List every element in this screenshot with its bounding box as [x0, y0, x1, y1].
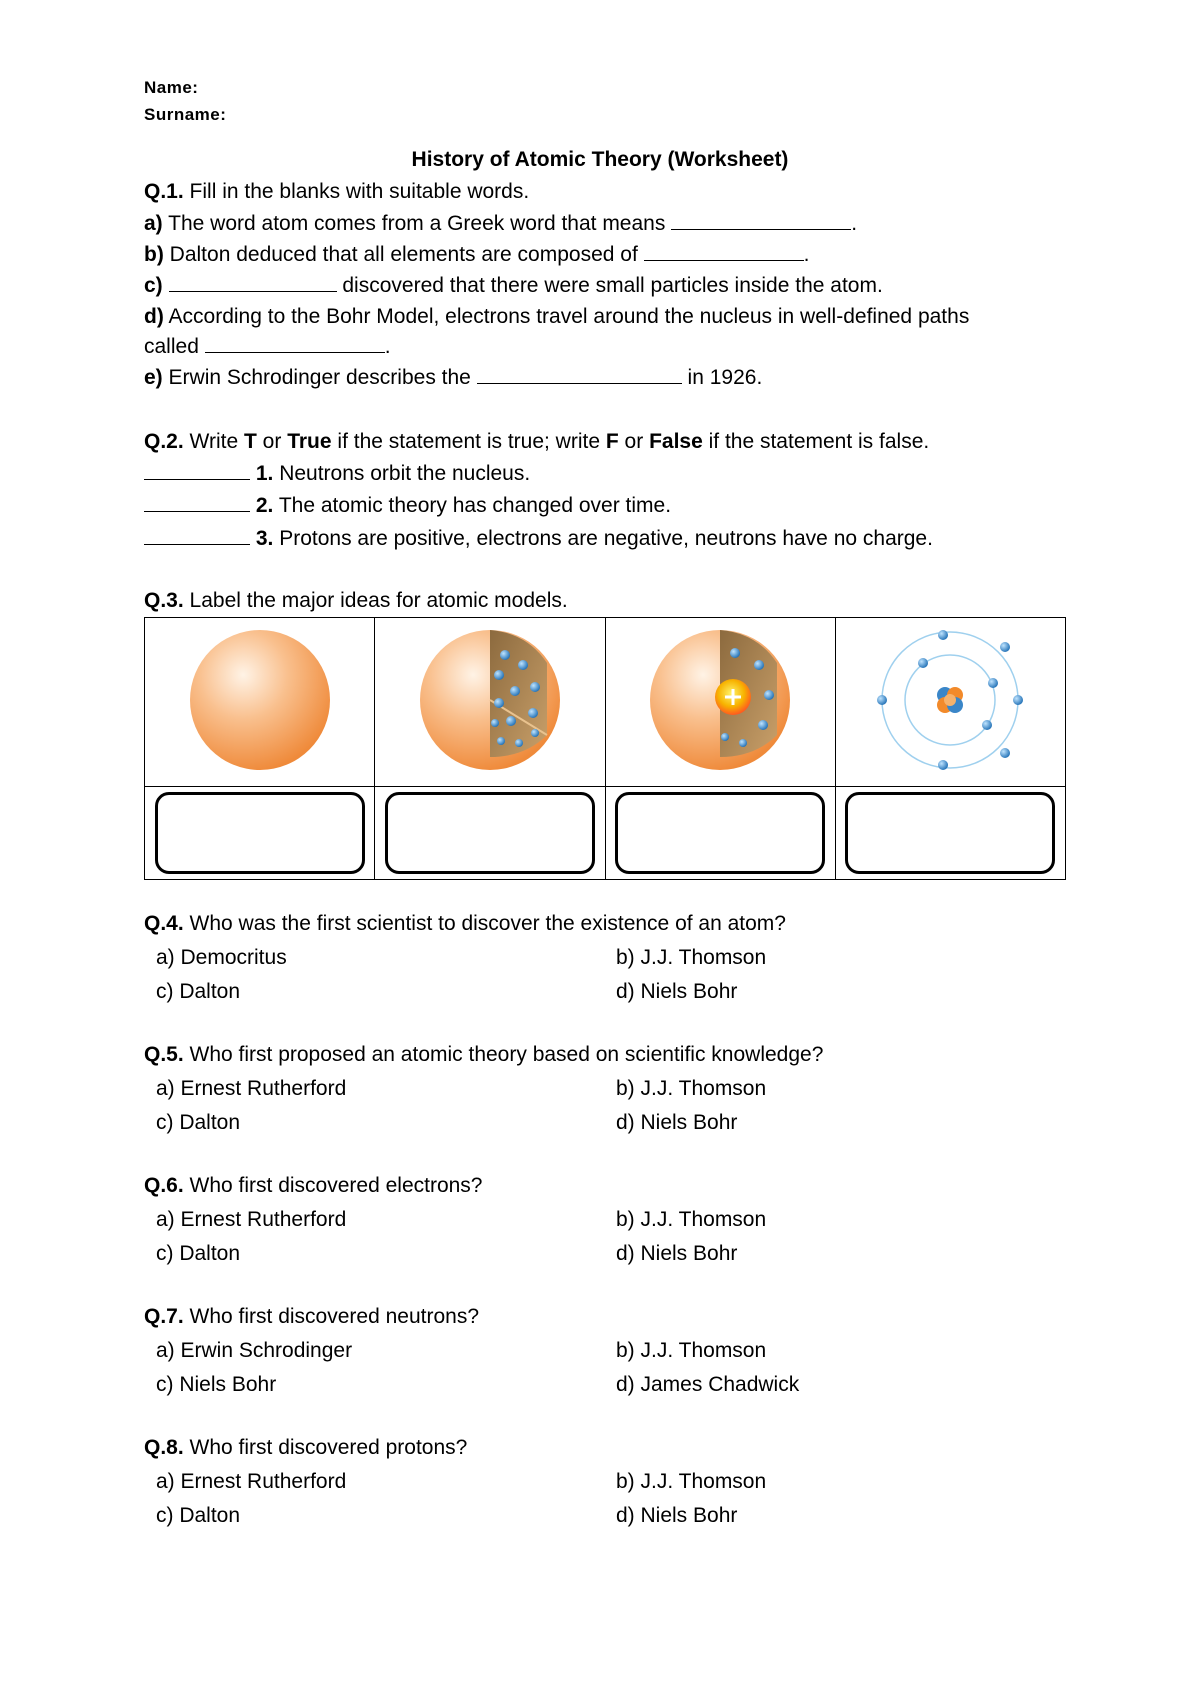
q5-option-b[interactable]: b) J.J. Thomson [616, 1077, 767, 1100]
label-cell-4 [835, 787, 1065, 880]
q1-d-line2: called . [144, 335, 391, 358]
label-cell-3 [605, 787, 835, 880]
q6-option-c[interactable]: c) Dalton [156, 1242, 241, 1265]
q4-option-b[interactable]: b) J.J. Thomson [616, 946, 767, 969]
worksheet-title: History of Atomic Theory (Worksheet) [411, 148, 789, 171]
answer-blank[interactable] [144, 493, 250, 512]
q5-heading: Q.5. Who first proposed an atomic theory based on scientific knowledge? [144, 1043, 824, 1066]
q2-heading: Q.2. Write T or True if the statement is true; write F or False if the statement is false. [144, 430, 930, 453]
blank-field[interactable] [477, 365, 682, 384]
atomic-models-table [144, 617, 1066, 880]
q6-heading: Q.6. Who first discovered electrons? [144, 1174, 483, 1197]
label-answer-box[interactable] [155, 792, 365, 874]
label-answer-box[interactable] [385, 792, 595, 874]
surname-label: Surname: [144, 105, 227, 124]
q7-option-c[interactable]: c) Niels Bohr [156, 1373, 277, 1396]
q6-option-b[interactable]: b) J.J. Thomson [616, 1208, 767, 1231]
q5-option-a[interactable]: a) Ernest Rutherford [156, 1077, 347, 1100]
q7-option-b[interactable]: b) J.J. Thomson [616, 1339, 767, 1362]
thomson-plum-pudding-icon [415, 625, 565, 775]
label-answer-box[interactable] [615, 792, 825, 874]
answer-blank[interactable] [144, 526, 250, 545]
label-answer-box[interactable] [845, 792, 1055, 874]
q1-b: b) Dalton deduced that all elements are composed of . [144, 243, 810, 266]
blank-field[interactable] [169, 273, 337, 292]
q2-item-3: 3. Protons are positive, electrons are negative, neutrons have no charge. [144, 525, 933, 553]
q7-option-a[interactable]: a) Erwin Schrodinger [156, 1339, 353, 1362]
q6-option-a[interactable]: a) Ernest Rutherford [156, 1208, 347, 1231]
name-label: Name: [144, 78, 199, 97]
q5-option-d[interactable]: d) Niels Bohr [616, 1111, 738, 1134]
model-cell-3 [605, 618, 835, 787]
model-cell-1 [145, 618, 375, 787]
model-cell-4 [835, 618, 1065, 787]
q1-a: a) The word atom comes from a Greek word that means . [144, 212, 858, 235]
q8-heading: Q.8. Who first discovered protons? [144, 1436, 468, 1459]
q8-option-b[interactable]: b) J.J. Thomson [616, 1470, 767, 1493]
q7-heading: Q.7. Who first discovered neutrons? [144, 1305, 479, 1328]
q1-heading: Q.1. Fill in the blanks with suitable words. [144, 180, 530, 203]
blank-field[interactable] [205, 334, 385, 353]
q3-heading: Q.3. Label the major ideas for atomic models. [144, 589, 568, 612]
q8-option-a[interactable]: a) Ernest Rutherford [156, 1470, 347, 1493]
q2-item-2: 2. The atomic theory has changed over time. [144, 492, 671, 520]
rutherford-nuclear-icon [645, 625, 795, 775]
dalton-solid-sphere-icon [185, 625, 335, 775]
q5-option-c[interactable]: c) Dalton [156, 1111, 241, 1134]
q4-heading: Q.4. Who was the first scientist to discover the existence of an atom? [144, 912, 786, 935]
q8-option-d[interactable]: d) Niels Bohr [616, 1504, 738, 1527]
label-cell-1 [145, 787, 375, 880]
blank-field[interactable] [644, 242, 804, 261]
answer-blank[interactable] [144, 461, 250, 480]
q4-option-d[interactable]: d) Niels Bohr [616, 980, 738, 1003]
blank-field[interactable] [671, 211, 851, 230]
q6-option-d[interactable]: d) Niels Bohr [616, 1242, 738, 1265]
q1-c: c) discovered that there were small particles inside the atom. [144, 274, 883, 297]
q1-d-line1: d) According to the Bohr Model, electrons travel around the nucleus in well-defined paths [144, 305, 970, 328]
q1-e: e) Erwin Schrodinger describes the in 1926. [144, 366, 763, 389]
label-cell-2 [375, 787, 605, 880]
q2-item-1: 1. Neutrons orbit the nucleus. [144, 460, 530, 488]
q8-option-c[interactable]: c) Dalton [156, 1504, 241, 1527]
model-cell-2 [375, 618, 605, 787]
q7-option-d[interactable]: d) James Chadwick [616, 1373, 800, 1396]
q4-option-c[interactable]: c) Dalton [156, 980, 241, 1003]
bohr-orbit-icon [875, 625, 1025, 775]
q4-option-a[interactable]: a) Democritus [156, 946, 287, 969]
